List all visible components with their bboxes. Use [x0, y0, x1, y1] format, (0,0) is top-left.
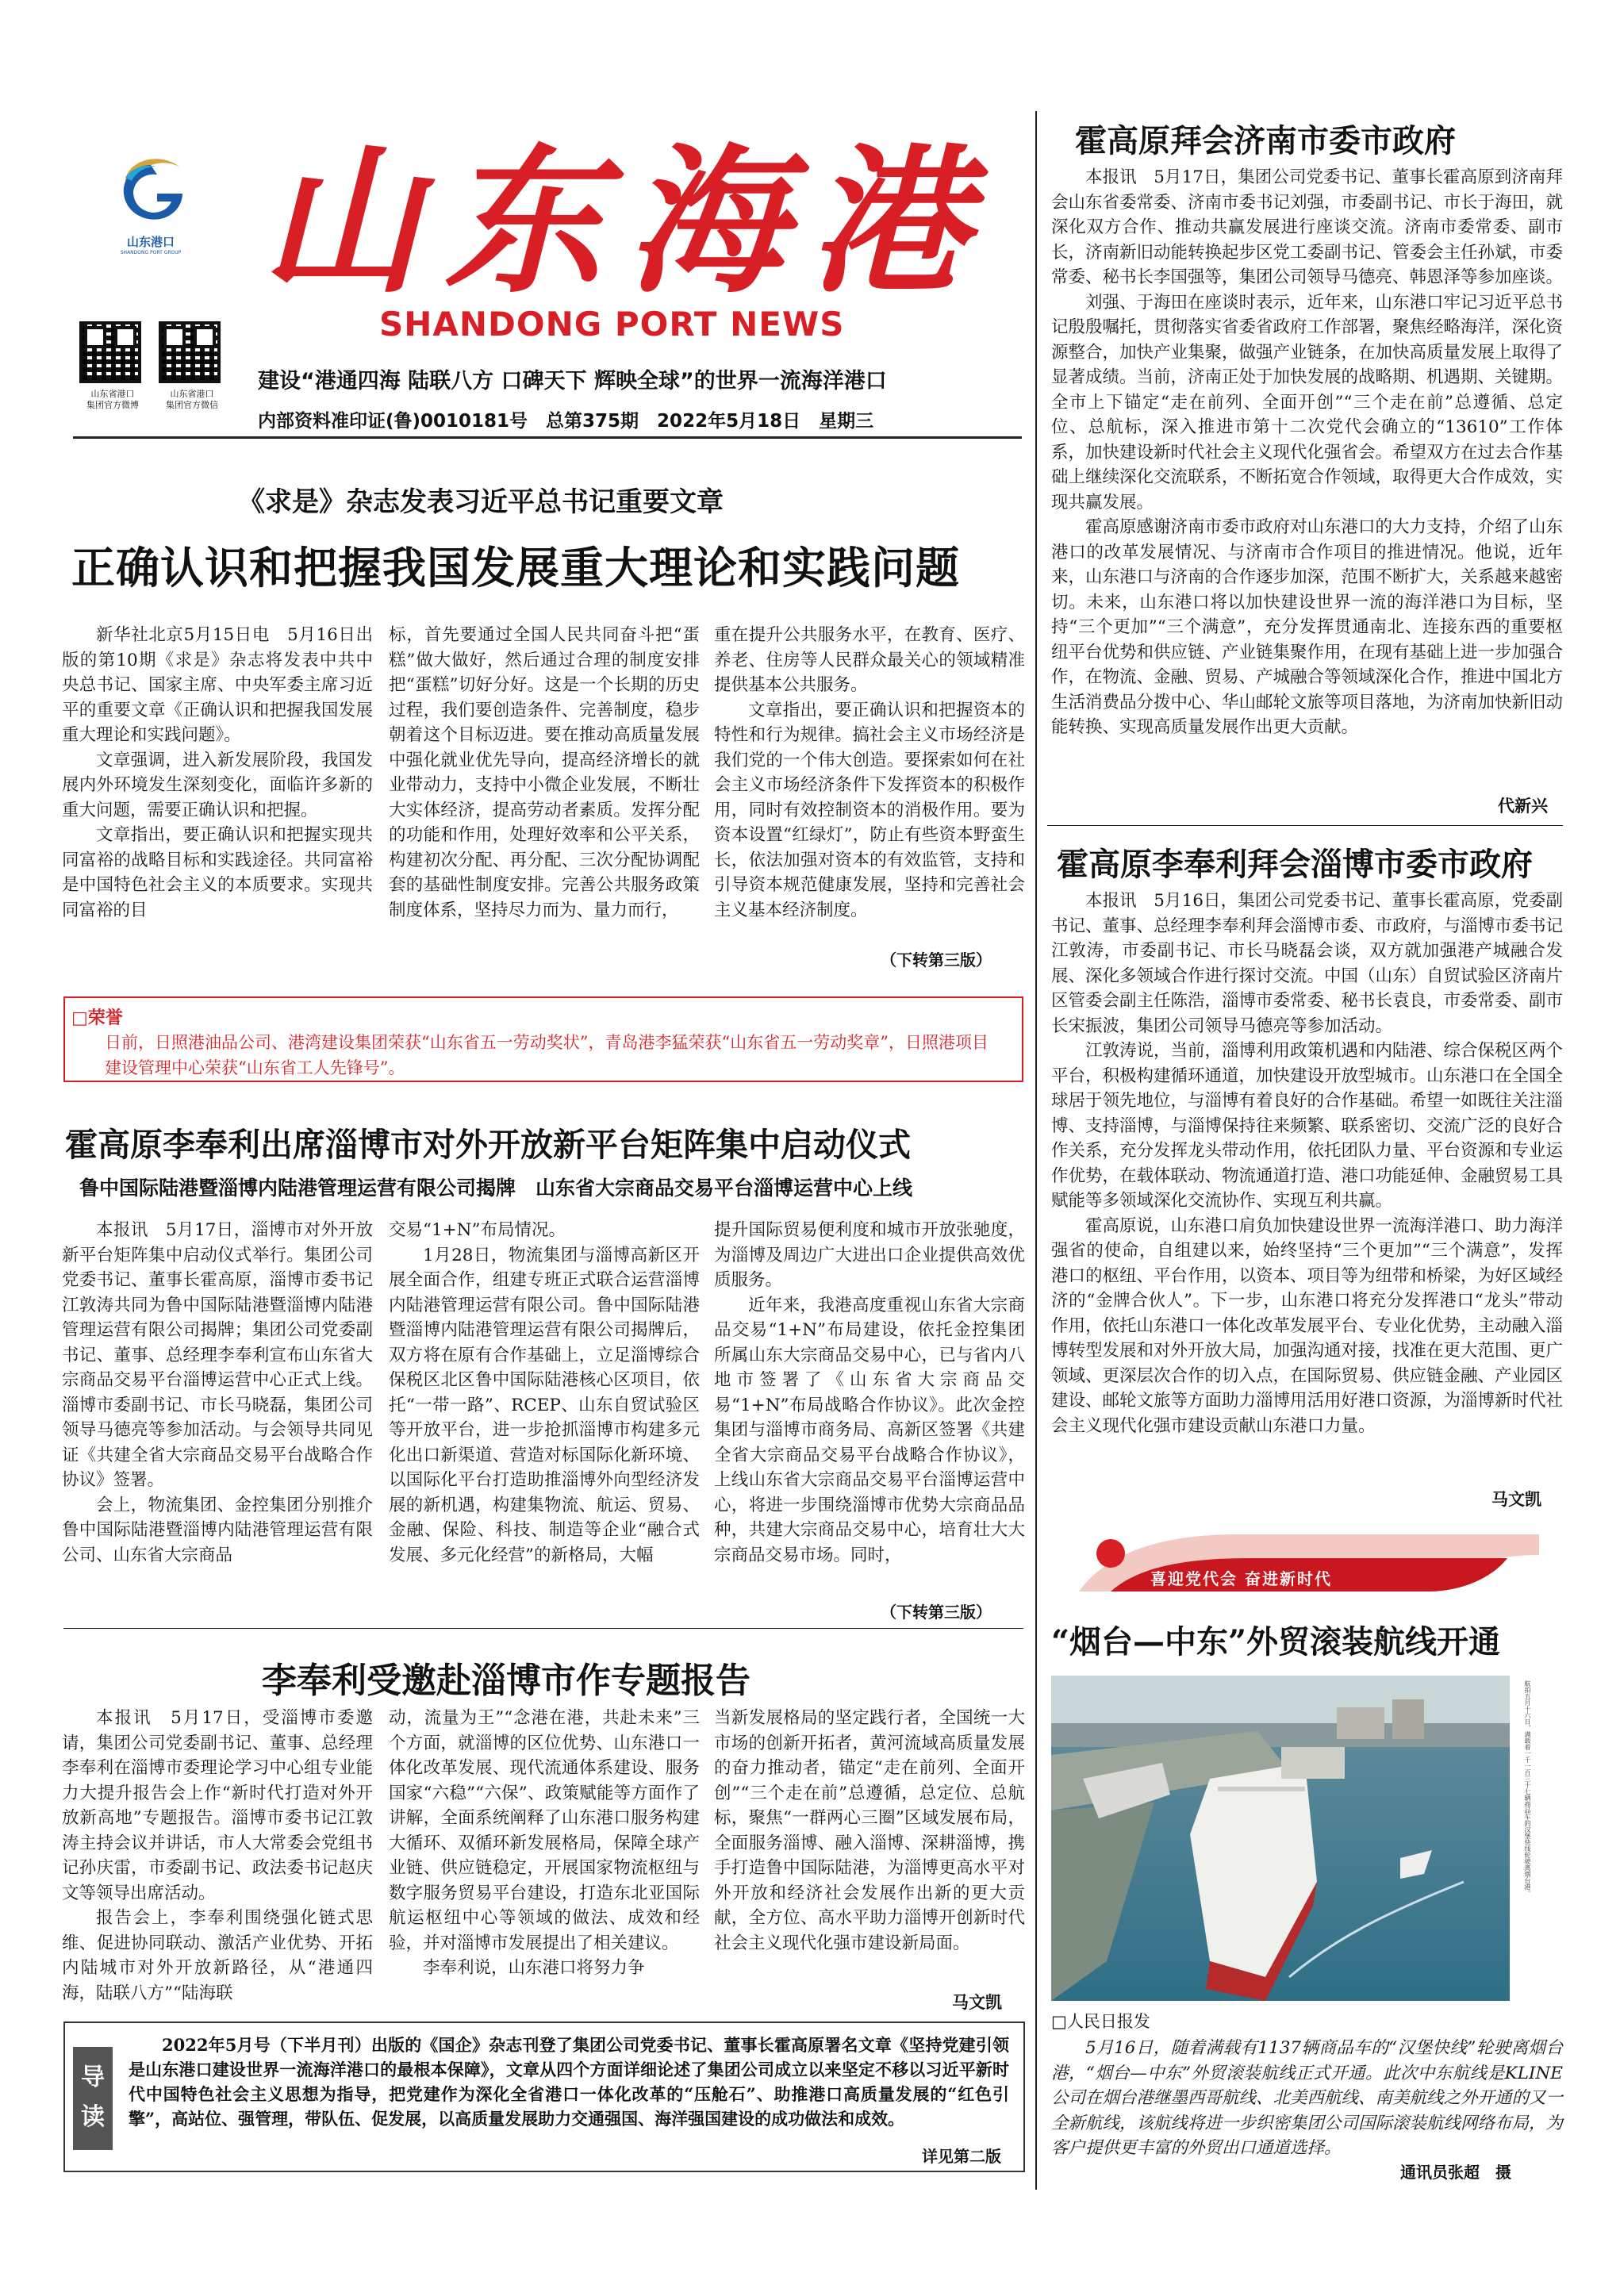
story2-headline: 霍高原李奉利出席淄博市对外开放新平台矩阵集中启动仪式	[65, 1126, 911, 1164]
party-banner	[1079, 1531, 1539, 1591]
divider	[1047, 825, 1563, 826]
qr-caption-left: 山东省港口 集团官方微博	[86, 389, 139, 410]
lead-para: 文章强调，进入新发展阶段，我国发展内外环境发生深刻变化，面临许多新的重大问题，需要正确认识和把握。	[62, 750, 373, 820]
story3-para: 李奉利说，山东港口将努力争	[423, 1958, 645, 1978]
lead-col-1	[62, 623, 373, 923]
title-char: 东	[444, 129, 604, 315]
square-icon: □	[71, 1008, 88, 1028]
story3-para: 报告会上，李奉利围绕强化链式思维、促进协同联动、激活产业优势、开拓内陆城市对外开放新路径，从“港通四海，陆联八方”“陆海联	[62, 1908, 373, 2003]
photo-credit	[1051, 2009, 1150, 2033]
story2-col-3	[714, 1218, 1025, 1568]
story2-para: 提升国际贸易便利度和城市开放张驰度，为淄博及周边广大进出口企业提供高效优质服务。	[714, 1220, 1025, 1290]
lead-para: 新华社北京5月15日电 5月16日出版的第10期《求是》杂志将发表中共中央总书记、国家主席、中央军委主席习近平的重要文章《正确认识和把握我国发展重大理论和实践问题》。	[62, 625, 373, 745]
lead-col-2	[389, 623, 700, 923]
lead-para: 文章指出，要正确认识和把握实现共同富裕的战略目标和实践途径。共同富裕是中国特色社会主义的本质要求。实现共同富裕的目	[62, 825, 373, 920]
photo-caption: 5月16日，随着满载有1137辆商品车的“汉堡快线”轮驶离烟台港，“烟台—中东”外贸滚装航线正式开通。此次中东航线是KLINE公司在烟台港继墨西哥航线、北美西航线、南美航线之外开通的又一全新航线，该航线将进一步织密集团公司国际滚装航线网络布局，为客户提供更丰富的外贸出口通道选择。	[1051, 2038, 1564, 2158]
lead-continue: （下转第三版）	[881, 950, 992, 969]
story3-para: 动，流量为王”“念港在港，共赴未来”三个方面，就淄博的区位优势、山东港口一体化改革发展、现代流通体系建设、服务国家“六稳”“六保”、政策赋能等方面作了讲解，全面系统阐释了山东港口服务构建大循环、双循环新发展格局，保障全球产业链、供应链稳定，开展国家物流枢纽与数字服务贸易平台建设，打造东北亚国际航运枢纽中心等领域的做法、成效和经验，并对淄博市发展提出了相关建议。	[389, 1708, 700, 1953]
story2-para: 近年来，我港高度重视山东省大宗商品交易“1+N”布局建设，依托金控集团所属山东大宗商品交易中心，已与省内八地市签署了《山东省大宗商品交易“1+N”布局战略合作协议》。此次金控集团与淄博市商务局、高新区签署《共建全省大宗商品交易平台战略合作协议》，上线山东省大宗商品交易平台淄博运营中心，将进一步围绕淄博市优势大宗商品品种，共建大宗商品交易中心，培育壮大大宗商品交易市场。同时，	[714, 1295, 1025, 1565]
honor-label	[71, 1004, 123, 1029]
right2-para: 本报讯 5月16日，集团公司党委书记、董事长霍高原，党委副书记、董事、总经理李奉利拜会淄博市委、市政府，与淄博市委书记江敦涛，市委副书记、市长马晓磊会谈，双方就加强港产城融合发展、深化多领域合作进行探讨交流。中国（山东）自贸试验区济南片区管委会副主任陈浩，淄博市委常委、秘书长袁良，市委常委、副市长宋振波，集团公司领导马德亮等参加活动。	[1051, 891, 1564, 1036]
photo-credit-text: 人民日报发	[1066, 2012, 1150, 2031]
story2-col-1	[62, 1218, 373, 1568]
photo-byline: 通讯员张超 摄	[1400, 2163, 1511, 2182]
guide-box	[63, 2021, 1025, 2172]
right2-headline: 霍高原李奉利拜会淄博市委市政府	[1057, 846, 1533, 883]
honor-box	[63, 996, 1023, 1082]
ship-photo	[1051, 1676, 1510, 2001]
column-divider	[1035, 111, 1037, 2190]
lead-kicker: 《求是》杂志发表习近平总书记重要文章	[238, 486, 724, 518]
title-char: 海	[627, 129, 786, 315]
title-char: 山	[262, 129, 421, 315]
issue-line: 内部资料准印证(鲁)0010181号 总第375期 2022年5月18日 星期三	[258, 411, 874, 432]
guide-text: 2022年5月号（下半月刊）出版的《国企》杂志刊登了集团公司党委书记、董事长霍高原署名文章《坚持党建引领是山东港口建设世界一流海洋港口的最根本保障》，文章从四个方面详细论述了集团公司成立以来坚定不移以习近平新时代中国特色社会主义思想为指导，把党建作为深化全省港口一体化改革的“压舱石”、助推港口高质量发展的“红色引擎”，高站位、强管理，带队伍、促发展，以高质量发展助力交通强国、海洋强国建设的成功做法和成效。	[129, 2035, 1009, 2129]
honor-text: 日前，日照港油品公司、港湾建设集团荣获“山东省五一劳动奖状”，青岛港李猛荣获“山东省五一劳动奖章”，日照港项目建设管理中心荣获“山东省工人先锋号”。	[105, 1033, 989, 1077]
story2-subhead: 鲁中国际陆港暨淄博内陆港管理运营有限公司揭牌 山东省大宗商品交易平台淄博运营中心上线	[79, 1177, 913, 1200]
story3-para: 当新发展格局的坚定践行者，全国统一大市场的创新开拓者，黄河流域高质量发展的奋力推动者，锚定“走在前列、全面开创”“三个走在前”总遵循，总定位、总航标，聚焦“一群两心三圈”区域发展布局，全面服务淄博、融入淄博、深耕淄博，携手打造鲁中国际陆港，为淄博更高水平对外开放和经济社会发展作出新的更大贡献，全方位、高水平助力淄博开创新时代社会主义现代化强市建设新局面。	[714, 1708, 1025, 1953]
honor-label-text: 荣誉	[87, 1008, 123, 1028]
photo-side-caption: 航拍五月十六日，满载着一千一百三十七辆商品车的汉堡快线轮驶离烟台港。	[1524, 1680, 1531, 1896]
guide-continue: 详见第二版	[922, 2147, 1001, 2166]
story3-col-2	[389, 1706, 700, 1981]
lead-headline: 正确认识和把握我国发展重大理论和实践问题	[71, 543, 961, 593]
photo-headline: “烟台—中东”外贸滚装航线开通	[1051, 1623, 1501, 1661]
right1-byline: 代新兴	[1498, 797, 1548, 816]
right1-para: 霍高原感谢济南市委市政府对山东港口的大力支持，介绍了山东港口的改革发展情况、与济南市合作项目的推进情况。他说，近年来，山东港口与济南的合作逐步加深，范围不断扩大，关系越来越密切。未来，山东港口将以加快建设世界一流的海洋港口为目标，坚持“三个更加”“三个满意”，充分发挥贯通南北、连接东西的重要枢纽平台优势和供应链、产业链集聚作用，在现有基础上进一步加强合作，在物流、金融、贸易、产城融合等领域深化合作，推进中国北方生活消费品分拨中心、华山邮轮文旅等项目落地，为济南加快新旧动能转换、实现高质量发展作出更大贡献。	[1051, 517, 1564, 737]
right1-para: 本报讯 5月17日，集团公司党委书记、董事长霍高原到济南拜会山东省委常委、济南市委书记刘强，市委副书记、市长于海田，就深化双方合作、推动共赢发展进行座谈交流。济南市委常委、副市长，济南新旧动能转换起步区党工委副书记、管委会主任孙斌，市委常委、秘书长李国强等，集团公司领导马德亮、韩恩泽等参加座谈。	[1051, 167, 1564, 287]
masthead-title-en: SHANDONG PORT NEWS	[379, 305, 845, 344]
qr-code-wechat	[159, 321, 221, 383]
guide-label	[73, 2047, 113, 2150]
banner-text: 喜迎党代会 奋进新时代	[1150, 1569, 1332, 1588]
ship-photo-image	[1051, 1676, 1510, 2001]
story3-byline: 马文凯	[952, 1993, 1002, 2012]
story3-col-3	[714, 1706, 1025, 1956]
story2-para: 会上，物流集团、金控集团分别推介鲁中国际陆港暨淄博内陆港管理运营有限公司、山东省大宗商品	[62, 1495, 373, 1565]
right1-para: 刘强、于海田在座谈时表示，近年来，山东港口牢记习近平总书记殷殷嘱托，贯彻落实省委省政府工作部署，聚焦经略海洋，深化资源整合，加快产业集聚，做强产业链条，在加快高质量发展上取得了显著成绩。当前，济南正处于加快发展的战略期、机遇期、关键期。全市上下锚定“走在前列、全面开创”“三个走在前”总遵循、总定位、总航标，深入推进市第十二次党代会确立的“13610”工作体系，加快建设新时代社会主义现代化强省会。希望双方在过去合作基础上继续深化交流联系，不断拓宽合作领域，取得更大合作成效，实现共赢发展。	[1051, 292, 1564, 513]
masthead-slogan: 建设“港通四海 陆联八方 口碑天下 辉映全球”的世界一流海洋港口	[258, 369, 887, 394]
right2-byline: 马文凯	[1491, 1490, 1541, 1509]
logo	[111, 149, 190, 255]
right2-para: 江敦涛说，当前，淄博利用政策机遇和内陆港、综合保税区两个平台，积极构建循环通道，加快建设开放型城市。山东港口在全国全球居于领先地位，与淄博有着良好的合作基础。希望一如既往关注淄博、支持淄博，与淄博保持往来频繁、联系密切、交流广泛的良好合作关系，充分发挥龙头带动作用，依托团队力量、平台资源和专业运作优势，在载体联动、物流通道打造、港口功能延伸、金融贸易工具赋能等多领域深化交流协作、实现互利共赢。	[1051, 1041, 1564, 1211]
right1-headline: 霍高原拜会济南市委市政府	[1075, 122, 1456, 159]
title-char: 港	[809, 129, 969, 315]
qr-caption-right: 山东省港口 集团官方微信	[166, 389, 218, 410]
right2-body	[1051, 889, 1563, 1438]
story2-para: 交易“1+N”布局情况。	[389, 1220, 566, 1240]
story2-col-2	[389, 1218, 700, 1568]
divider	[63, 1628, 1023, 1629]
story3-para: 本报讯 5月17日，受淄博市委邀请，集团公司党委副书记、董事、总经理李奉利在淄博市委理论学习中心组专业能力大提升报告会上作“新时代打造对外开放新高地”专题报告。淄博市委书记江敦涛主持会议并讲话，市人大常委会党组书记孙庆雷，市委副书记、政法委书记赵庆文等领导出席活动。	[62, 1708, 373, 1903]
right1-body	[1051, 165, 1563, 740]
story3-headline: 李奉利受邀赴淄博市作专题报告	[262, 1661, 750, 1701]
square-icon: □	[1051, 2012, 1067, 2031]
masthead-rule	[73, 436, 1022, 439]
logo-caption: 山东港口	[126, 235, 175, 249]
story2-para: 1月28日，物流集团与淄博高新区开展全面合作，组建专班正式联合运营淄博内陆港管理运营有限公司。鲁中国际陆港暨淄博内陆港管理运营有限公司揭牌后，双方将在原有合作基础上，立足淄博综合保税区北区鲁中国际陆港核心区项目，依托“一带一路”、RCEP、山东自贸试验区等开放平台，进一步抢抓淄博市构建多元化出口新渠道、营造对标国际化新环境、以国际化平台打造助推淄博外向型经济发展的新机遇，构建集物流、航运、贸易、金融、保险、科技、制造等企业“融合式发展、多元化经营”的新格局，大幅	[389, 1245, 700, 1565]
qr-code-weibo	[79, 321, 141, 383]
guide-label-text: 导读	[81, 2064, 105, 2131]
lead-col-3	[714, 623, 1025, 923]
port-logo-icon	[111, 149, 190, 228]
masthead-title	[262, 129, 1023, 317]
story2-continue: （下转第三版）	[881, 1603, 992, 1622]
logo-caption-en: SHANDONG PORT GROUP	[120, 250, 182, 255]
story3-col-1	[62, 1706, 373, 2006]
lead-para: 重在提升公共服务水平，在教育、医疗、养老、住房等人民群众最关心的领域精准提供基本公共服务。	[714, 625, 1025, 695]
lead-para: 标，首先要通过全国人民共同奋斗把“蛋糕”做大做好，然后通过合理的制度安排把“蛋糕”切好分好。这是一个长期的历史过程，我们要创造条件、完善制度，稳步朝着这个目标迈进。要在推动高质量发展中强化就业优先导向，提高经济增长的就业带动力，支持中小微企业发展，不断壮大实体经济，提高劳动者素质。发挥分配的功能和作用，处理好效率和公平关系，构建初次分配、再分配、三次分配协调配套的基础性制度安排。完善公共服务政策制度体系，坚持尽力而为、量力而行，	[389, 625, 700, 920]
lead-para: 文章指出，要正确认识和把握资本的特性和行为规律。搞社会主义市场经济是我们党的一个伟大创造。要探索如何在社会主义市场经济条件下发挥资本的积极作用，同时有效控制资本的消极作用。要为资本设置“红绿灯”，防止有些资本野蛮生长，依法加强对资本的有效监管，支持和引导资本规范健康发展，坚持和完善社会主义基本经济制度。	[714, 700, 1025, 920]
story2-para: 本报讯 5月17日，淄博市对外开放新平台矩阵集中启动仪式举行。集团公司党委书记、董事长霍高原，淄博市委书记江敦涛共同为鲁中国际陆港暨淄博内陆港管理运营有限公司揭牌；集团公司党委副书记、董事、总经理李奉利宣布山东省大宗商品交易平台淄博运营中心正式上线。淄博市委副书记、市长马晓磊，集团公司领导马德亮等参加活动。与会领导共同见证《共建全省大宗商品交易平台战略合作协议》签署。	[62, 1220, 373, 1490]
right2-para: 霍高原说，山东港口肩负加快建设世界一流海洋港口、助力海洋强省的使命，自组建以来，始终坚持“三个更加”“三个满意”，发挥港口的枢纽、平台作用，以资本、项目等为纽带和桥梁，为好区域经济的“金牌合伙人”。下一步，山东港口将充分发挥港口“龙头”带动作用，依托山东港口一体化改革发展平台、专业化优势，主动融入淄博转型发展和对外开放大局，加强沟通对接，找准在更大范围、更广领域、更深层次合作的切入点，在国际贸易、供应链金融、产业园区建设、邮轮文旅等方面助力淄博用活用好港口资源，为淄博新时代社会主义现代化强市建设贡献山东港口力量。	[1051, 1215, 1564, 1436]
